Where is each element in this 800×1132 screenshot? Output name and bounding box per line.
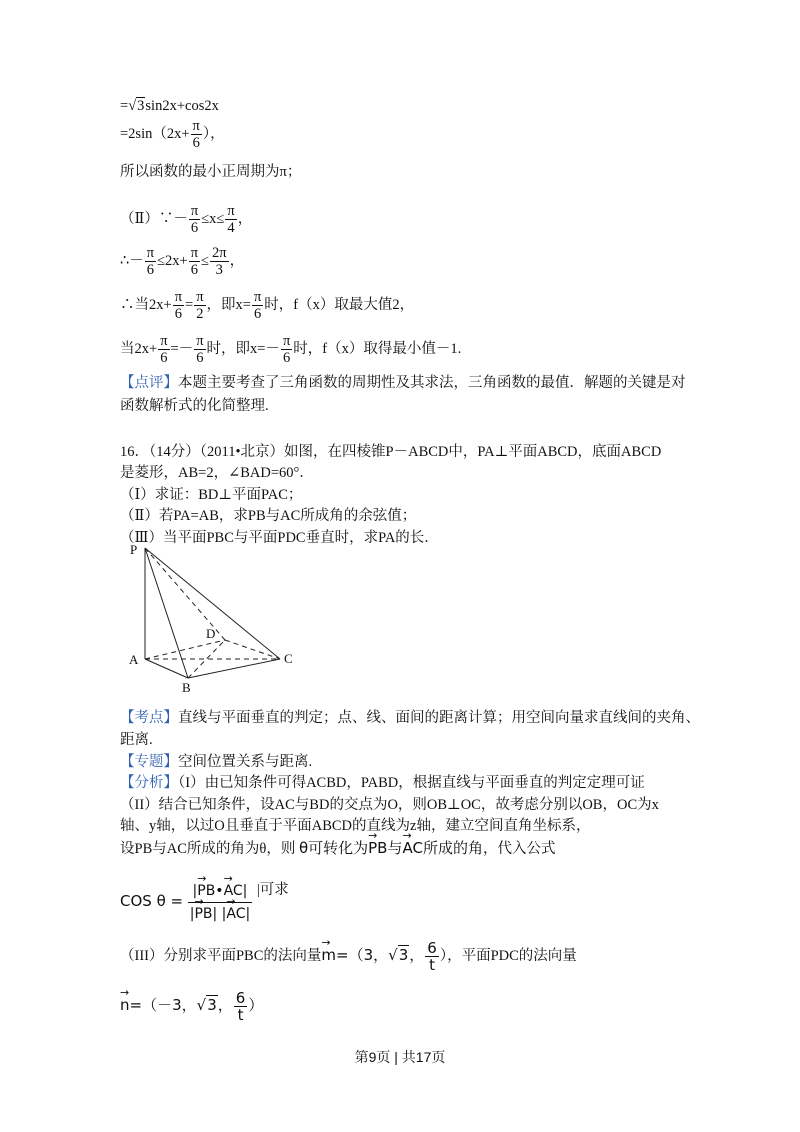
fraction [194, 333, 205, 366]
edge-AB [145, 659, 188, 678]
vector-AC: → AC [224, 880, 243, 902]
part3-text: ），平面PDC的法向量 [439, 947, 577, 964]
numerator: π [282, 333, 291, 349]
eq-text: sin2x+cos2x [145, 98, 219, 114]
numerator: π [174, 289, 183, 305]
q16-line-1: 16．（14分）（2011•北京）如图，在四棱锥P－ABCD中，PA⊥平面ABCD，底面ABCD [120, 444, 662, 460]
denominator: t [429, 956, 435, 974]
eq-text: ∴当2x+ [120, 296, 172, 313]
q16-part-2: （Ⅱ）若PA=AB，求PB与AC所成角的余弦值； [120, 508, 417, 524]
label-B: B [182, 680, 191, 695]
fraction [191, 118, 202, 151]
fenxi-line-4 [120, 838, 556, 859]
label-C: C [284, 651, 293, 666]
kaodian-line-2: 距离. [120, 732, 153, 748]
vector-PB: → PB [197, 880, 215, 902]
part3-line [120, 940, 577, 973]
eq-text: =2sin（2x+ [120, 125, 190, 142]
q16-part-3: （Ⅲ）当平面PBC与平面PDC垂直时，求PA的长． [120, 530, 439, 546]
fraction [158, 333, 169, 366]
eq-text: ≤2x+ [157, 252, 188, 269]
fenxi-handwritten: θ可转化为 [298, 839, 369, 857]
kaodian-line-1 [120, 708, 700, 728]
cos-numerator: |→ PB•→ AC| [188, 880, 252, 903]
eq-text: ， [229, 252, 245, 269]
vector-PB: → PB [368, 838, 387, 858]
fraction [145, 245, 156, 278]
denominator: 6 [283, 350, 291, 366]
denominator: 2 [196, 306, 204, 322]
fraction [189, 203, 200, 236]
sqrt-expr: √3 [196, 995, 217, 1014]
eq-text: （Ⅱ）∵－ [120, 210, 188, 227]
cos-formula: COS θ = $\frac{|\to PB•\to AC|}{|\to PB| |\to AC|}$ |可求 [120, 880, 289, 925]
denominator: 6 [190, 220, 199, 236]
vector-AC: → AC [226, 903, 245, 925]
denominator: 6 [174, 306, 182, 322]
vec-text: ， [217, 995, 233, 1014]
denominator: 6 [160, 350, 168, 366]
comment-line-1 [120, 373, 686, 393]
numerator: π [196, 289, 204, 305]
fraction [210, 245, 229, 278]
cos-lhs: COS θ = [120, 891, 184, 910]
comment-line-2: 函数解析式的化简整理. [120, 398, 269, 414]
edge-PC [145, 548, 280, 659]
fenxi-text: ，代入公式 [483, 841, 556, 857]
kaodian-tag: 【考点】 [120, 710, 178, 726]
fenxi-text: 设PB与AC所成的角为θ，则 [120, 841, 296, 857]
min-line [120, 333, 461, 366]
eq-text: ）， [202, 125, 225, 142]
fraction [225, 203, 236, 236]
fraction [234, 990, 248, 1023]
denominator: 3 [215, 262, 223, 278]
numerator: π [190, 203, 199, 219]
label-P: P [130, 542, 138, 557]
fenxi-line-2: （II）结合已知条件，设AC与BD的交点为O，则OB⊥OC，故考虑分别以OB，OC为x [120, 797, 659, 813]
denominator: 6 [196, 350, 204, 366]
cos-fraction [188, 880, 252, 925]
comment-tag: 【点评】 [120, 375, 178, 391]
radicand: 3 [137, 98, 145, 114]
page-footer: 第9页 | 共17页 [354, 1049, 446, 1065]
comment-text: 本题主要考查了三角函数的周期性及其求法，三角函数的最值．解题的关键是对 [178, 375, 686, 391]
fraction [252, 289, 263, 322]
sqrt-expr: √3 [388, 945, 409, 964]
vector-PB: → PB [194, 903, 212, 925]
vec-text: =（－3， [129, 995, 197, 1014]
vec-text: =（3， [336, 945, 389, 964]
cos-post: 可求 [259, 882, 289, 898]
eq-text: ≤ [201, 252, 209, 269]
eq-line-1 [120, 96, 219, 116]
fraction [425, 940, 439, 973]
numerator: π [160, 333, 168, 349]
kaodian-text: 直线与平面垂直的判定；点、线、面间的距离计算；用空间向量求直线间的夹角、 [178, 710, 700, 726]
eq-text: =－ [170, 340, 194, 357]
numerator: π [196, 333, 204, 349]
eq-text: ≤x≤ [201, 210, 225, 227]
zhuanti-text: 空间位置关系与距离. [178, 754, 313, 770]
numerator: π [253, 289, 262, 305]
eq-text: 时，即x=－ [206, 340, 280, 357]
zhuanti-line [120, 752, 312, 772]
dot-op: • [215, 883, 224, 899]
denominator: 6 [192, 135, 200, 151]
fenxi-handwritten: 所成的角 [422, 839, 483, 857]
eq-text: = [120, 98, 129, 114]
vector-n: → n [120, 995, 130, 1015]
denominator: 6 [190, 262, 198, 278]
label-D: D [206, 626, 216, 641]
fraction [281, 333, 292, 366]
vector-m: → m [321, 945, 336, 965]
fraction [189, 245, 200, 278]
q16-line-2: 是菱形，AB=2，∠BAD=60°． [120, 465, 314, 481]
numerator: 2π [212, 245, 227, 261]
zhuanti-tag: 【专题】 [120, 754, 178, 770]
fenxi-handwritten: 与 [387, 839, 403, 857]
label-A: A [129, 652, 139, 667]
period-line: 所以函数的最小正周期为π； [120, 164, 302, 180]
pyramid-figure [120, 538, 310, 698]
eq-text: ∴－ [120, 252, 144, 269]
fraction [194, 289, 205, 322]
eq-text: ，即x= [206, 296, 251, 313]
fenxi-line-1 [120, 773, 645, 793]
denominator: 6 [146, 262, 155, 278]
fraction [173, 289, 184, 322]
radicand: 3 [207, 995, 217, 1014]
q16-part-1: （Ⅰ）求证：BD⊥平面PAC； [120, 487, 303, 503]
numerator: 6 [427, 939, 437, 957]
normal-n-line [120, 990, 263, 1023]
sqrt-expr: √3 [128, 98, 145, 114]
numerator: π [146, 245, 155, 261]
vec-text: ） [248, 995, 264, 1014]
max-line [120, 289, 414, 322]
fenxi-line-3: 轴、y轴，以过O且垂直于平面ABCD的直线为z轴，建立空间直角坐标系， [120, 818, 591, 834]
fenxi-text: （I）由已知条件可得ACBD，PABD，根据直线与平面垂直的判定定理可证 [178, 775, 645, 791]
eq-text: ， [237, 210, 253, 227]
numerator: π [190, 245, 199, 261]
edge-BC [188, 659, 280, 678]
vector-AC: → AC [403, 838, 423, 858]
eq-text: 时，f（x）取最大值2， [264, 296, 415, 313]
denominator: t [237, 1006, 244, 1024]
numerator: π [192, 118, 200, 134]
vec-text: ， [409, 945, 425, 964]
edge-AD [145, 640, 225, 659]
part3-text: （III）分别求平面PBC的法向量 [120, 947, 322, 964]
denominator: 4 [227, 220, 235, 236]
part2-range-line [120, 203, 252, 236]
eq-line-2 [120, 118, 225, 151]
eq-text: = [185, 296, 194, 313]
numerator: 6 [235, 989, 246, 1007]
edge-DC [225, 640, 280, 659]
range-line [120, 245, 244, 278]
numerator: π [227, 203, 235, 219]
fenxi-tag: 【分析】 [120, 775, 178, 791]
denominator: 6 [254, 306, 262, 322]
eq-text: 当2x+ [120, 340, 158, 357]
radicand: 3 [398, 945, 409, 964]
cos-denominator: |→ PB| |→ AC| [188, 903, 252, 925]
eq-text: 时，f（x）取得最小值－1. [293, 340, 462, 357]
